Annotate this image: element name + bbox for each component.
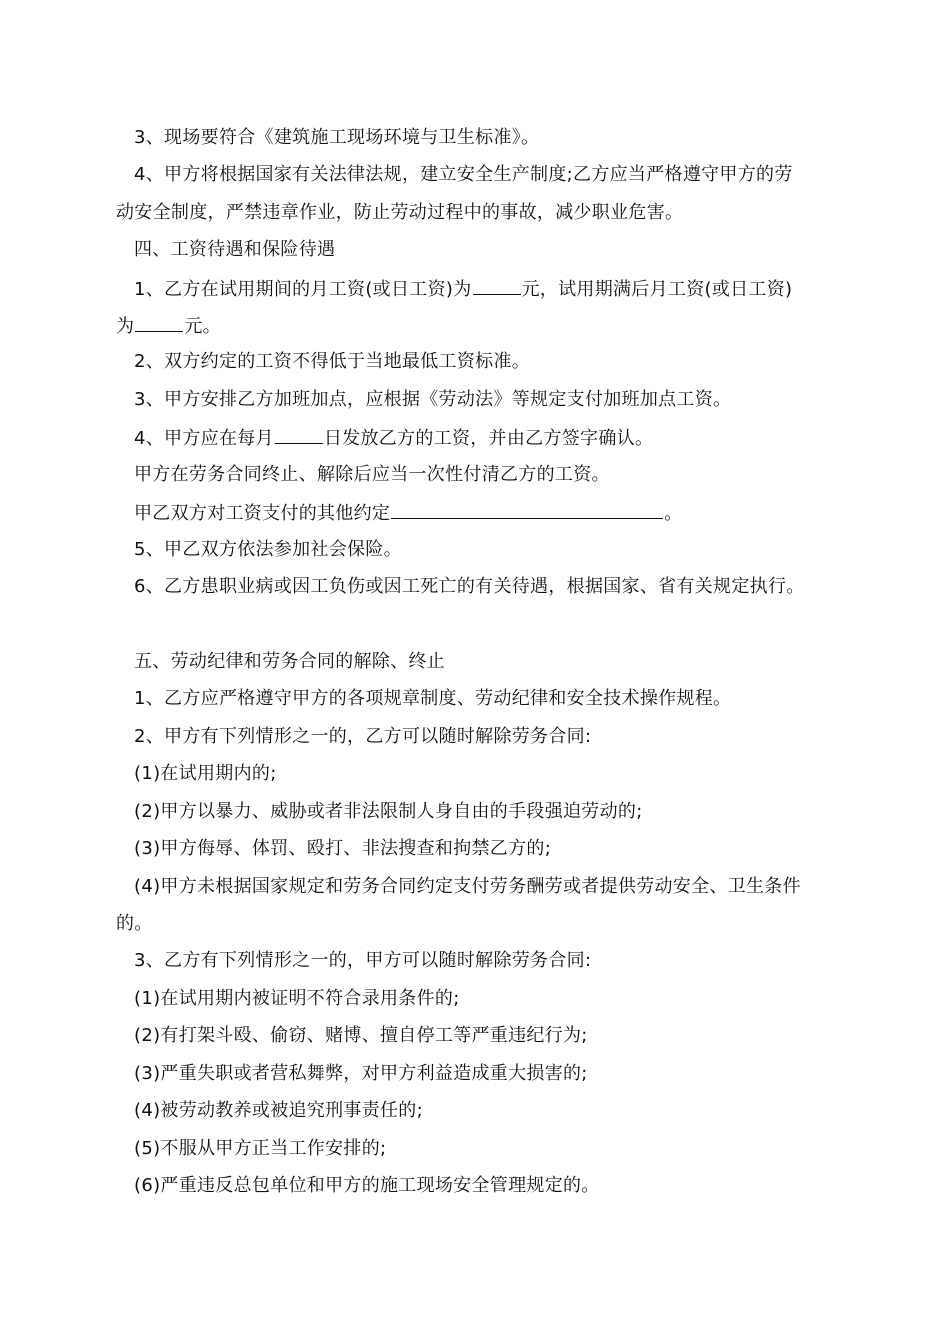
- payday-blank: [275, 425, 323, 444]
- post-probation-wage-blank: [135, 313, 183, 332]
- wage-clause-3: 3、甲方安排乙方加班加点，应根据《劳动法》等规定支付加班加点工资。: [134, 389, 732, 410]
- wage-clause-1-text-b: 元，试用期满后月工资(或日工资): [521, 279, 793, 300]
- wage-clause-1-text-c: 为: [116, 316, 135, 337]
- wage-clause-5: 5、甲乙双方依法参加社会保险。: [134, 539, 402, 560]
- wage-clause-4: [0, 425, 950, 451]
- wage-clause-4-text-b: 日发放乙方的工资，并由乙方签字确认。: [323, 428, 654, 449]
- wage-clause-1-line2: [0, 313, 950, 339]
- clause-2-item-4-line1: (4)甲方未根据国家规定和劳务合同约定支付劳务酬劳或者提供劳动安全、卫生条件: [134, 876, 801, 897]
- clause-4-safety-line1: 4、甲方将根据国家有关法律法规，建立安全生产制度;乙方应当严格遵守甲方的劳: [134, 164, 793, 185]
- clause-3-item-2: (2)有打架斗殴、偷窃、赌博、擅自停工等严重违纪行为;: [134, 1025, 588, 1046]
- other-agreement-blank: [391, 500, 663, 519]
- other-wage-agreement-text: 甲乙双方对工资支付的其他约定: [134, 503, 391, 524]
- wage-clause-4-text-a: 4、甲方应在每月: [134, 428, 274, 449]
- clause-2-item-3: (3)甲方侮辱、体罚、殴打、非法搜查和拘禁乙方的;: [134, 838, 552, 859]
- other-wage-agreement-end: 。: [664, 503, 683, 524]
- wage-clause-1-text-d: 元。: [184, 316, 221, 337]
- clause-2-item-4-line2: 的。: [116, 913, 153, 934]
- probation-wage-blank: [473, 276, 521, 295]
- discipline-clause-3: 3、乙方有下列情形之一的，甲方可以随时解除劳务合同:: [134, 950, 592, 971]
- wage-clause-1-text-a: 1、乙方在试用期间的月工资(或日工资)为: [134, 279, 472, 300]
- final-wage-clause: 甲方在劳务合同终止、解除后应当一次性付清乙方的工资。: [134, 464, 610, 485]
- wage-clause-2: 2、双方约定的工资不得低于当地最低工资标准。: [134, 351, 531, 372]
- clause-3-item-3: (3)严重失职或者营私舞弊，对甲方利益造成重大损害的;: [134, 1063, 588, 1084]
- clause-3-item-4: (4)被劳动教养或被追究刑事责任的;: [134, 1100, 423, 1121]
- clause-3-site-standard: 3、现场要符合《建筑施工现场环境与卫生标准》。: [134, 127, 540, 148]
- clause-3-item-6: (6)严重违反总包单位和甲方的施工现场安全管理规定的。: [134, 1175, 600, 1196]
- wage-clause-6: 6、乙方患职业病或因工负伤或因工死亡的有关待遇，根据国家、省有关规定执行。: [134, 576, 805, 597]
- wage-clause-1-line1: [0, 276, 950, 302]
- clause-2-item-2: (2)甲方以暴力、威胁或者非法限制人身自由的手段强迫劳动的;: [134, 801, 643, 822]
- discipline-clause-1: 1、乙方应严格遵守甲方的各项规章制度、劳动纪律和安全技术操作规程。: [134, 688, 732, 709]
- section-4-heading: 四、工资待遇和保险待遇: [134, 239, 336, 260]
- clause-3-item-5: (5)不服从甲方正当工作安排的;: [134, 1138, 387, 1159]
- clause-3-item-1: (1)在试用期内被证明不符合录用条件的;: [134, 988, 460, 1009]
- clause-4-safety-line2: 动安全制度，严禁违章作业，防止劳动过程中的事故，减少职业危害。: [116, 202, 684, 223]
- clause-2-item-1: (1)在试用期内的;: [134, 763, 277, 784]
- discipline-clause-2: 2、甲方有下列情形之一的，乙方可以随时解除劳务合同:: [134, 726, 592, 747]
- other-wage-agreement: [0, 500, 950, 526]
- section-5-heading: 五、劳动纪律和劳务合同的解除、终止: [134, 651, 446, 672]
